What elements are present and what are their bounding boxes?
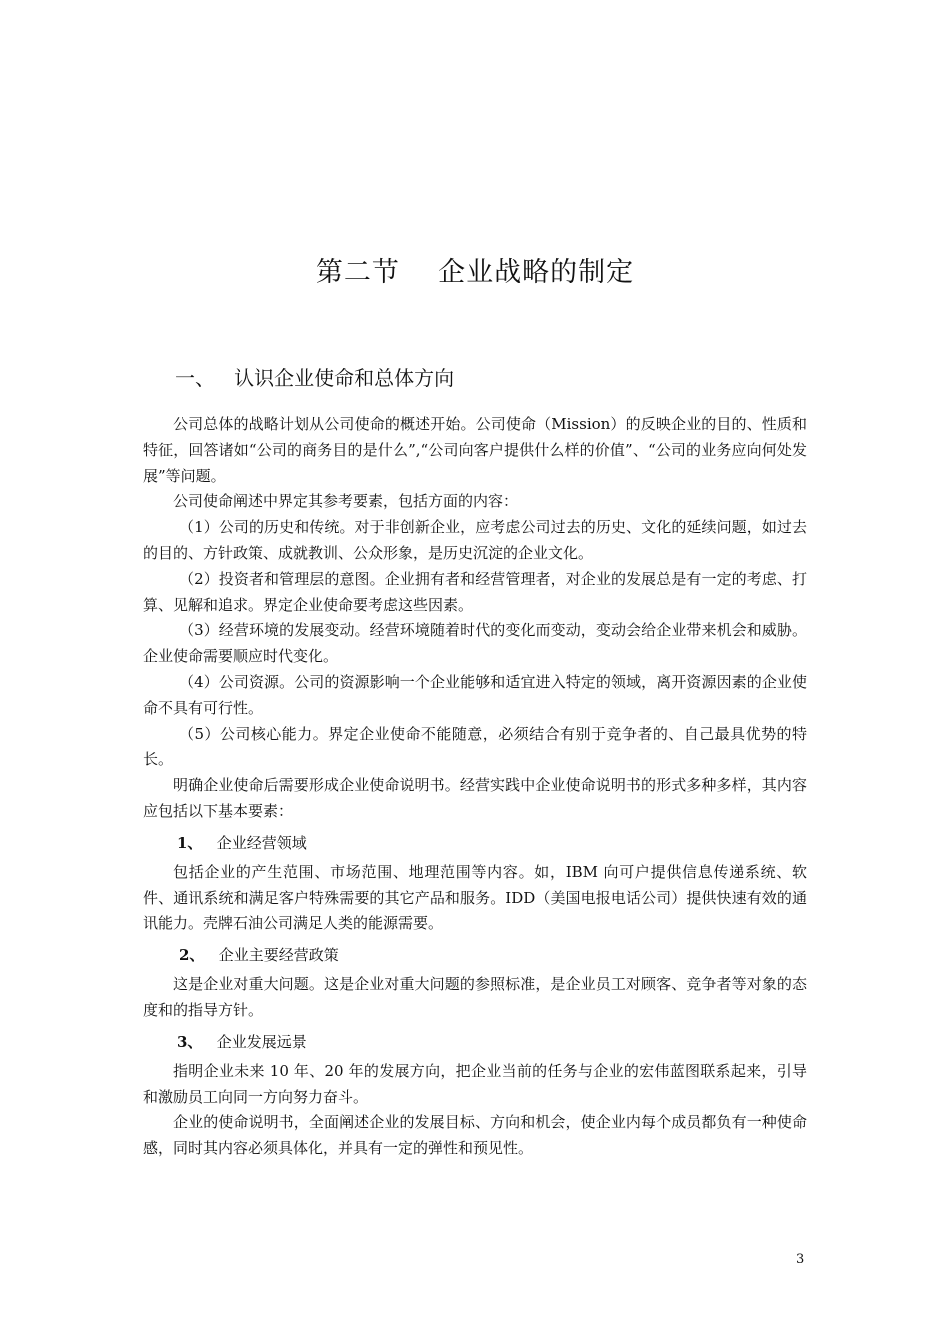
paragraph: 公司总体的战略计划从公司使命的概述开始。公司使命（Mission）的反映企业的目的、性质和特征，回答诸如“公司的商务目的是什么”,“公司向客户提供什么样的价值”、“公司的业务应向何处发展”等问题。 (143, 415, 807, 485)
subheading: 一、 认识企业使命和总体方向 (175, 366, 455, 390)
item-text: 指明企业未来 10 年、20 年的发展方向，把企业当前的任务与企业的宏伟蓝图联系起来，引导和激励员工向同一方向努力奋斗。 (143, 1061, 807, 1106)
item-heading (143, 833, 807, 853)
item-number: 1、 (177, 833, 203, 852)
numbered-paragraph: （5）公司核心能力。界定企业使命不能随意，必须结合有别于竞争者的、自己最具优势的特长。 (143, 724, 807, 769)
numbered-paragraph: （2）投资者和管理层的意图。企业拥有者和经营管理者，对企业的发展总是有一定的考虑、打算、见解和追求。界定企业使命要考虑这些因素。 (143, 569, 807, 614)
item-number: 2、 (179, 946, 205, 965)
item-title: 企业发展远景 (216, 1032, 307, 1051)
page-number: 3 (796, 1252, 805, 1267)
numbered-paragraph: （1）公司的历史和传统。对于非创新企业，应考虑公司过去的历史、文化的延续问题，如过去的目的、方针政策、成就教训、公众形象，是历史沉淀的企业文化。 (143, 518, 807, 562)
paragraph: 明确企业使命后需要形成企业使命说明书。经营实践中企业使命说明书的形式多种多样，其内容应包括以下基本要素： (143, 776, 807, 820)
item-number: 3、 (177, 1032, 203, 1051)
item-heading (143, 1032, 807, 1052)
section-title: 第二节 企业战略的制定 (315, 257, 635, 288)
paragraph: 公司使命阐述中界定其参考要素，包括方面的内容： (173, 492, 519, 511)
item-heading (143, 945, 807, 965)
numbered-paragraph: （4）公司资源。公司的资源影响一个企业能够和适宜进入特定的领域，离开资源因素的企业使命不具有可行性。 (143, 672, 807, 717)
body-text (143, 412, 807, 1162)
numbered-paragraph: （3）经营环境的发展变动。经营环境随着时代的变化而变动，变动会给企业带来机会和威胁。企业使命需要顺应时代变化。 (143, 621, 807, 666)
item-title: 企业经营领域 (216, 833, 307, 852)
item-text: 包括企业的产生范围、市场范围、地理范围等内容。如，IBM 向可户提供信息传递系统、软件、通讯系统和满足客户特殊需要的其它产品和服务。IDD（美国电报电话公司）提供快速有效的通讯能力。壳牌石油公司满足人类的能源需要。 (143, 862, 807, 933)
item-text: 这是企业对重大问题。这是企业对重大问题的参照标准，是企业员工对顾客、竞争者等对象的态度和的指导方针。 (143, 975, 807, 1019)
item-title: 企业主要经营政策 (218, 946, 339, 965)
closing-paragraph: 企业的使命说明书，全面阐述企业的发展目标、方向和机会，使企业内每个成员都负有一种使命感，同时其内容必须具体化，并具有一定的弹性和预见性。 (143, 1113, 807, 1158)
